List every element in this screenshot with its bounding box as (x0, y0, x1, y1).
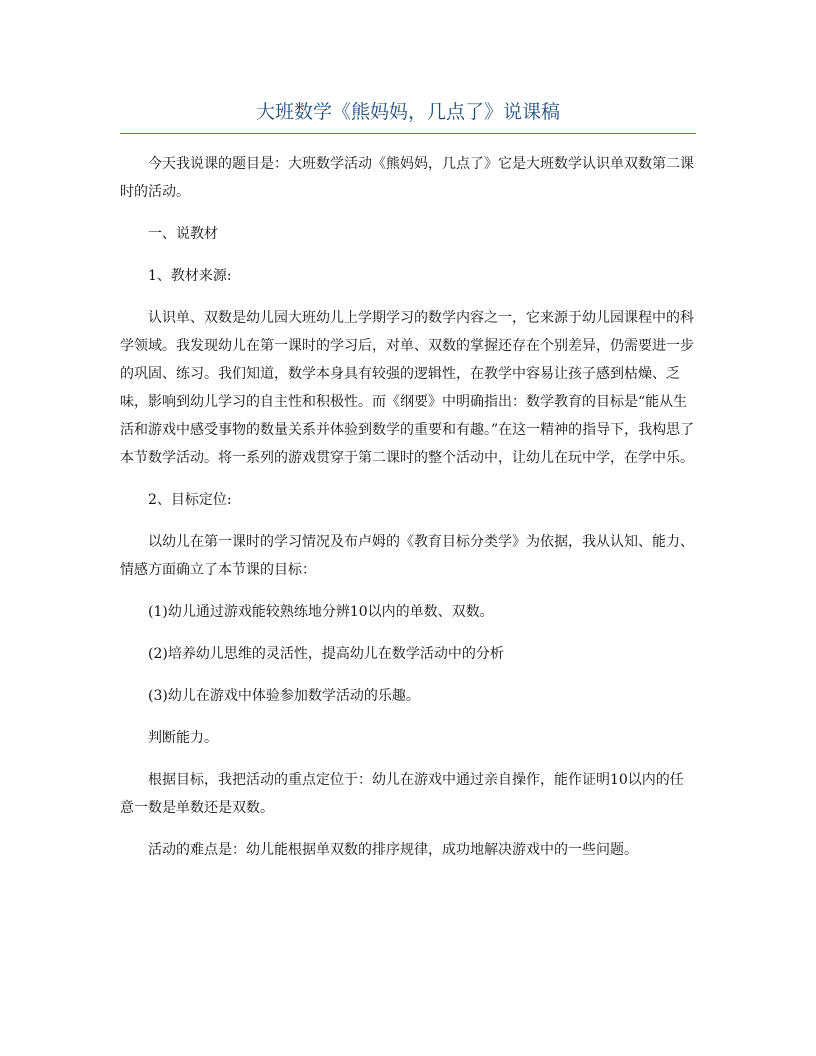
document-title: 大班数学《熊妈妈，几点了》说课稿 (255, 101, 560, 123)
difficulty-paragraph: 活动的难点是：幼儿能根据单双数的排序规律，成功地解决游戏中的一些问题。 (148, 842, 638, 858)
goal-item-2-continuation: 判断能力。 (148, 730, 218, 746)
goal-item-2: (2)培养幼儿思维的灵活性，提高幼儿在数学活动中的分析 (148, 646, 504, 662)
title-underline (120, 133, 696, 134)
key-point-paragraph: 根据目标，我把活动的重点定位于：幼儿在游戏中通过亲自操作，能作证明10以内的任意一数是单数还是双数。 (120, 772, 684, 816)
material-source-paragraph: 认识单、双数是幼儿园大班幼儿上学期学习的数学内容之一，它来源于幼儿园课程中的科学领域。我发现幼儿在第一课时的学习后，对单、双数的掌握还存在个别差异，仍需要进一步的巩固、练习。我们知道，数学本身具有较强的逻辑性，在教学中容易让孩子感到枯燥、乏味，影响到幼儿学习的自主性和积极性。而《纲要》中明确指出：数学教育的目标是“能从生活和游戏中感受事物的数量关系并体验到数学的重要和有趣。”在这一精神的指导下，我构思了本节数学活动。将一系列的游戏贯穿于第二课时的整个活动中，让幼儿在玩中学，在学中乐。 (120, 310, 695, 466)
document-body (120, 150, 696, 878)
intro-paragraph: 今天我说课的题目是：大班数学活动《熊妈妈，几点了》它是大班数学认识单双数第二课时的活动。 (120, 156, 694, 200)
section-heading-teaching-material: 一、说教材 (148, 226, 218, 242)
goal-basis-paragraph: 以幼儿在第一课时的学习情况及布卢姆的《教育目标分类学》为依据，我从认知、能力、情感方面确立了本节课的目标： (120, 534, 694, 578)
goal-item-3: (3)幼儿在游戏中体验参加数学活动的乐趣。 (148, 688, 420, 704)
subheading-material-source: 1、教材来源: (148, 268, 232, 284)
goal-item-1: (1)幼儿通过游戏能较熟练地分辨10以内的单数、双数。 (148, 604, 494, 620)
subheading-goal-positioning: 2、目标定位: (148, 492, 232, 508)
